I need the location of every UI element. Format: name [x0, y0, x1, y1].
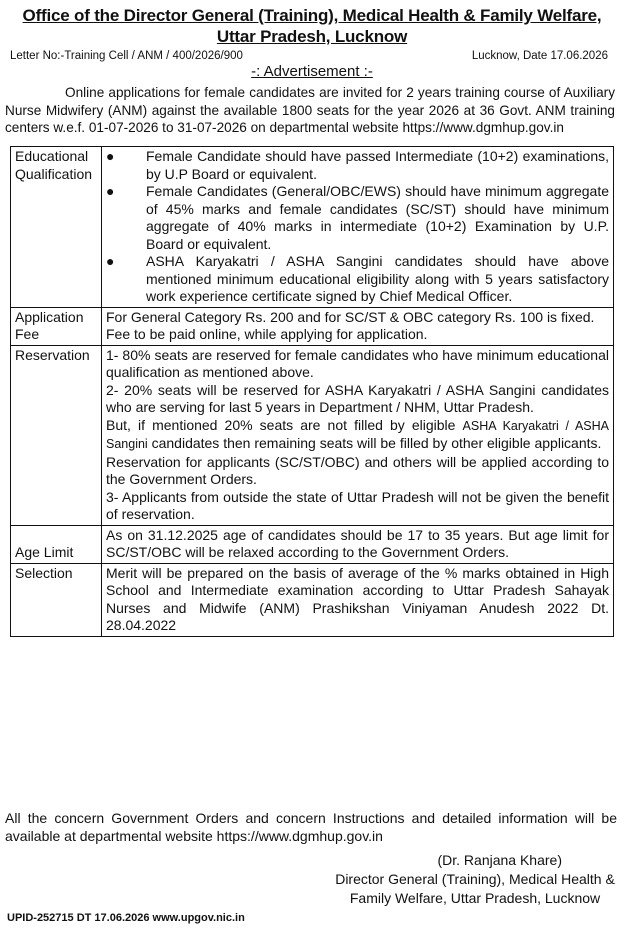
fee-amount-text: For General Category Rs. 200 and for SC/ST & OBC category Rs. 100 is fixed.: [106, 308, 595, 325]
signatory-title: Director General (Training), Medical Health & Family Welfare, Uttar Pradesh, Lucknow: [335, 871, 615, 906]
footer-note: All the concern Government Orders and concern Instructions and detailed information will be available at departmental website https://www.dgmhup.gov.in: [5, 810, 617, 844]
fee-payment-text: Fee to be paid online, while applying for application.: [106, 326, 428, 342]
reservation-point-unfilled: But, if mentioned 20% seats are not filled by eligible ASHA Karyakatri / ASHA Sangini candidates then remaining seats will be filled by other eligible applicants.: [106, 416, 610, 451]
reservation-point-3: 3- Applicants from outside the state of Uttar Pradesh will not be given the benefit of reservation.: [106, 488, 609, 522]
reservation-content: [102, 345, 614, 525]
age-limit-label: Age Limit: [11, 525, 102, 563]
bullet-text: ASHA Karyakatri / ASHA Sangini candidates should have above mentioned minimum educational eligibility along with 5 years satisfactory work experience certificate signed by Chief Medical Officer.: [146, 253, 609, 304]
list-item: [106, 148, 609, 183]
selection-text: Merit will be prepared on the basis of average of the % marks obtained in High School and Intermediate examination according to Uttar Pradesh Sahayak Nurses and Midwife (ANM) Prashikshan Viniyaman Anudesh 2022 Dt. 28.04.2022: [102, 563, 614, 636]
bullet-text: Female Candidates (General/OBC/EWS) should have minimum aggregate of 45% marks and female candidates (SC/ST) should have minimum aggregate of 40% marks in intermediate (10+2) Examination by U.P. Board or equivalent.: [146, 183, 609, 252]
letter-number: Letter No:-Training Cell / ANM / 400/2026/900: [10, 50, 243, 62]
table-row: [11, 307, 614, 345]
bullet-icon: ●: [106, 253, 115, 269]
reservation-point-1: 1- 80% seats are reserved for female candidates who have minimum educational qualification as mentioned above.: [106, 346, 609, 380]
table-row: [11, 147, 614, 308]
signatory-name: (Dr. Ranjana Khare): [437, 852, 562, 868]
bullet-text: Female Candidate should have passed Intermediate (10+2) examinations, by U.P Board or equivalent.: [146, 148, 609, 182]
fee-label: Application Fee: [11, 307, 102, 345]
age-limit-text: As on 31.12.2025 age of candidates should be 17 to 35 years. But age limit for SC/ST/OBC will be relaxed according to the Government Orders.: [102, 525, 614, 563]
reservation-point-2: 2- 20% seats will be reserved for ASHA Karyakatri / ASHA Sangini candidates who are serving for last 5 years in Department / NHM, Uttar Pradesh.: [106, 381, 609, 415]
table-row: [11, 525, 614, 563]
bullet-icon: ●: [106, 183, 115, 199]
table-row: [11, 345, 614, 525]
advertisement-heading: -: Advertisement :-: [251, 63, 373, 80]
office-location: Uttar Pradesh, Lucknow: [216, 27, 408, 46]
educational-content: [102, 147, 614, 308]
reservation-point-govt-orders: Reservation for applicants (SC/ST/OBC) and others will be applied according to the Government Orders.: [106, 453, 609, 487]
details-table: [10, 146, 614, 637]
bullet-icon: ●: [106, 148, 115, 164]
office-title: Office of the Director General (Training), Medical Health & Family Welfare,: [22, 6, 602, 25]
fee-content: [102, 307, 614, 345]
upid-reference: UPID-252715 DT 17.06.2026 www.upgov.nic.in: [7, 912, 245, 924]
reservation-label: Reservation: [11, 345, 102, 525]
intro-paragraph: Online applications for female candidates are invited for 2 years training course of Auxiliary Nurse Midwifery (ANM) against the available 1800 seats for the year 2026 at 36 Govt. ANM training centers w.e.f. 01-07-2026 to 31-07-2026 on departmental website https://www.dgmhup.gov.in: [5, 85, 615, 136]
educational-label: Educational Qualification: [11, 147, 102, 308]
letter-date: Lucknow, Date 17.06.2026: [471, 50, 608, 62]
list-item: [106, 183, 609, 253]
list-item: [106, 253, 609, 306]
selection-label: Selection: [11, 563, 102, 636]
table-row: [11, 563, 614, 636]
